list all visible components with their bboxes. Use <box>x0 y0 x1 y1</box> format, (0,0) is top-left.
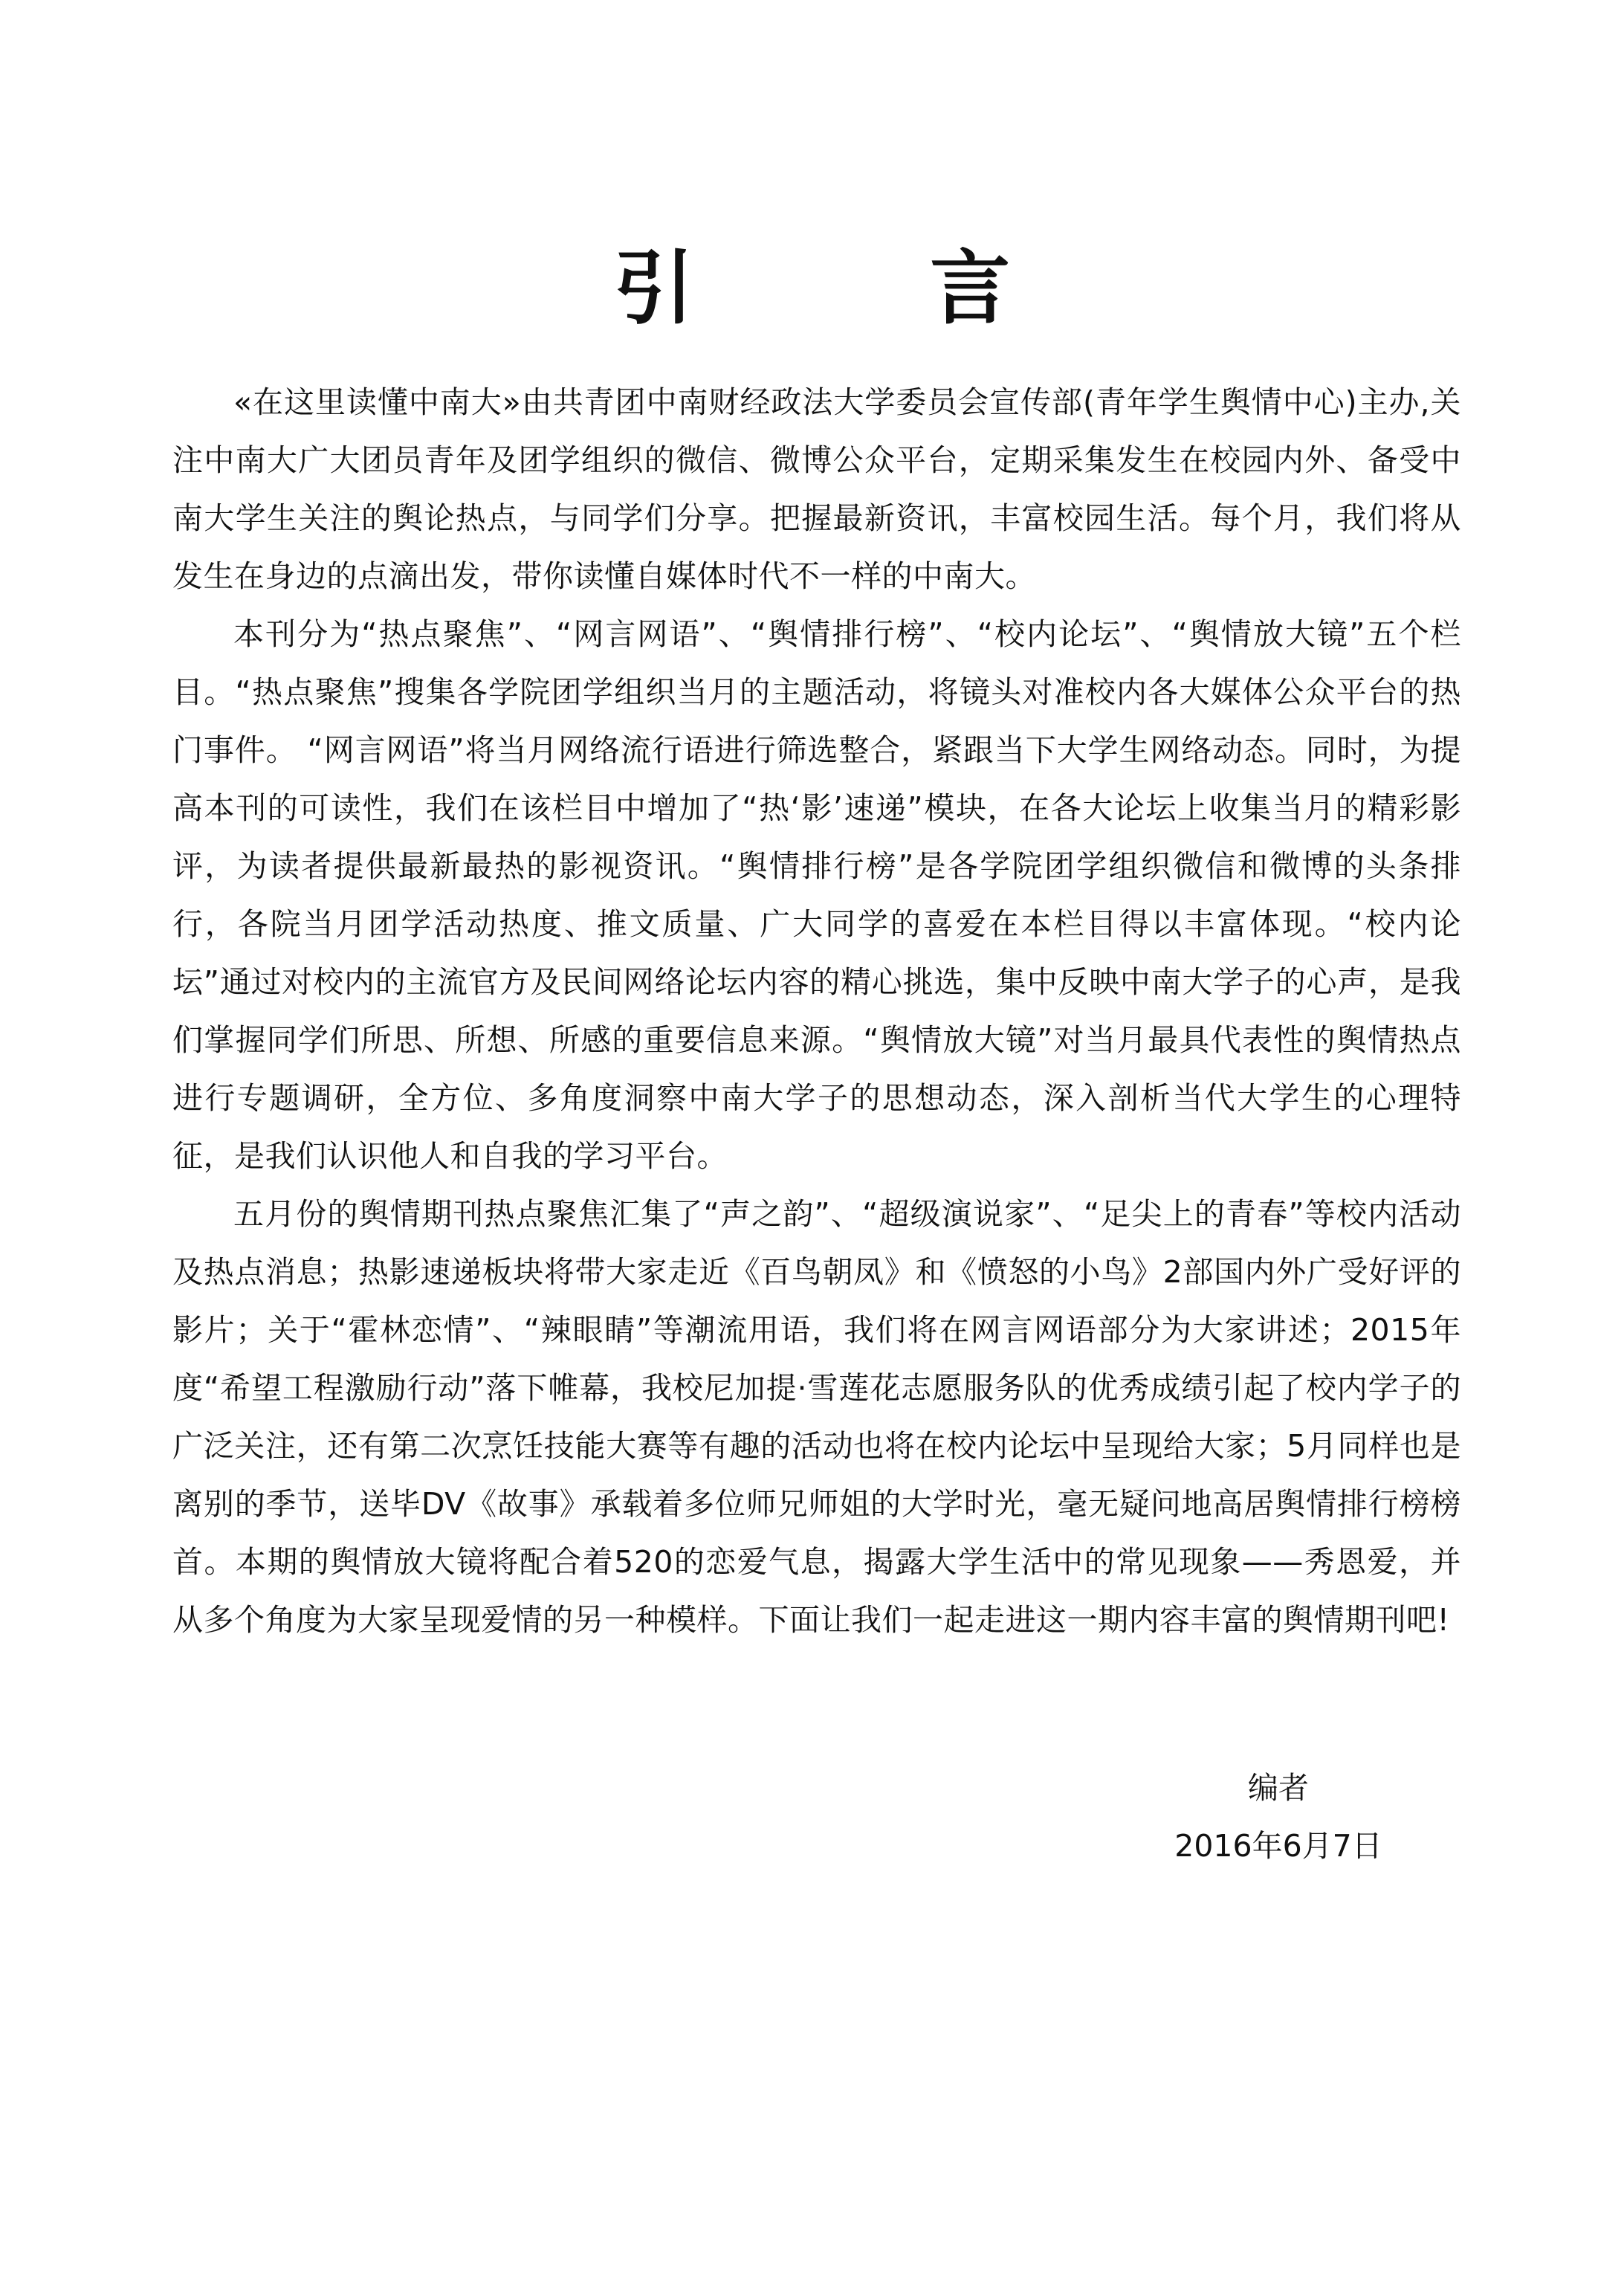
paragraph-intro: «在这里读懂中南大»由共青团中南财经政法大学委员会宣传部(青年学生舆情中心)主办,关注中南大广大团员青年及团学组织的微信、微博公众平台，定期采集发生在校园内外、备受中南大学生关注的舆论热点，与同学们分享。把握最新资讯，丰富校园生活。每个月，我们将从发生在身边的点滴出发，带你读懂自媒体时代不一样的中南大。 <box>172 384 1461 594</box>
paragraph-columns: 本刊分为“热点聚焦”、“网言网语”、“舆情排行榜”、“校内论坛”、“舆情放大镜”五个栏目。“热点聚焦”搜集各学院团学组织当月的主题活动，将镜头对准校内各大媒体公众平台的热门事件。 “网言网语”将当月网络流行语进行筛选整合，紧跟当下大学生网络动态。同时，为提高本刊的可读性，我们在该栏目中增加了“热‘影’速递”模块，在各大论坛上收集当月的精彩影评，为读者提供最新最热的影视资讯。“舆情排行榜”是各学院团学组织微信和微博的头条排行，各院当月团学活动热度、推文质量、广大同学的喜爱在本栏目得以丰富体现。“校内论坛”通过对校内的主流官方及民间网络论坛内容的精心挑选，集中反映中南大学子的心声，是我们掌握同学们所思、所想、所感的重要信息来源。“舆情放大镜”对当月最具代表性的舆情热点进行专题调研，全方位、多角度洞察中南大学子的思想动态，深入剖析当代大学生的心理特征，是我们认识他人和自我的学习平台。 <box>172 616 1461 1174</box>
signature-block <box>1159 1759 1397 1875</box>
signature-author: 编者 <box>1248 1770 1309 1806</box>
paragraph-may-issue: 五月份的舆情期刊热点聚焦汇集了“声之韵”、“超级演说家”、“足尖上的青春”等校内活动及热点消息；热影速递板块将带大家走近《百鸟朝凤》和《愤怒的小鸟》2部国内外广受好评的影片；关于“霍林恋情”、“辣眼睛”等潮流用语，我们将在网言网语部分为大家讲述；2015年度“希望工程激励行动”落下帷幕，我校尼加提·雪莲花志愿服务队的优秀成绩引起了校内学子的广泛关注，还有第二次烹饪技能大赛等有趣的活动也将在校内论坛中呈现给大家；5月同样也是离别的季节，送毕DV《故事》承载着多位师兄师姐的大学时光，毫无疑问地高居舆情排行榜榜首。本期的舆情放大镜将配合着520的恋爱气息，揭露大学生活中的常见现象——秀恩爱，并从多个角度为大家呈现爱情的另一种模样。下面让我们一起走进这一期内容丰富的舆情期刊吧! <box>172 1196 1461 1638</box>
page-title: 引 言 <box>613 242 1115 335</box>
signature-date: 2016年6月7日 <box>1174 1828 1382 1864</box>
body-text <box>172 373 1461 1649</box>
